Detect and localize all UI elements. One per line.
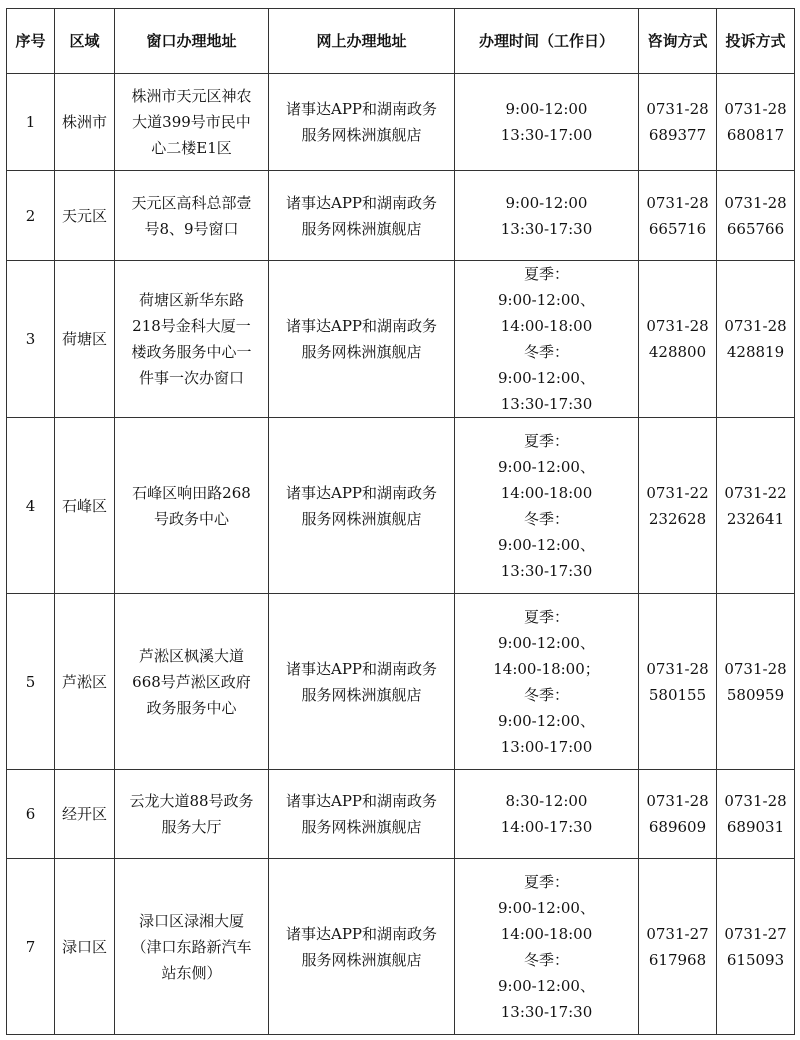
row-hours [455,594,639,770]
row-region: 株洲市 [55,74,115,171]
hours-line: 9:00-12:00 [505,193,588,212]
row-complaint-phone: 0731-28665766 [717,171,795,261]
row-complaint-phone: 0731-28428819 [717,261,795,418]
hours-line: 13:30-17:30 [500,1002,593,1021]
row-online-address: 诸事达APP和湖南政务服务网株洲旗舰店 [269,171,455,261]
row-index: 2 [7,171,55,261]
row-online-address: 诸事达APP和湖南政务服务网株洲旗舰店 [269,859,455,1035]
row-consult-phone: 0731-28689377 [639,74,717,171]
row-window-address: 渌口区渌湘大厦（津口东路新汽车站东侧） [115,859,269,1035]
row-hours [455,74,639,171]
hours-line: 9:00-12:00、 [498,976,595,995]
row-complaint-phone: 0731-27615093 [717,859,795,1035]
row-online-address: 诸事达APP和湖南政务服务网株洲旗舰店 [269,770,455,859]
header-window-address: 窗口办理地址 [115,9,269,74]
hours-line: 冬季： [523,685,569,704]
row-hours [455,261,639,418]
row-hours [455,418,639,594]
hours-line: 13:00-17:00 [500,737,593,756]
row-online-address: 诸事达APP和湖南政务服务网株洲旗舰店 [269,418,455,594]
hours-line: 9:00-12:00、 [498,291,595,309]
hours-line: 9:00-12:00、 [498,457,595,476]
hours-line: 9:00-12:00、 [498,898,595,917]
row-region: 天元区 [55,171,115,261]
hours-line: 9:00-12:00、 [498,711,595,730]
hours-line: 13:30-17:30 [500,395,593,413]
header-complaint: 投诉方式 [717,9,795,74]
row-index: 3 [7,261,55,418]
row-complaint-phone: 0731-28580959 [717,594,795,770]
row-online-address: 诸事达APP和湖南政务服务网株洲旗舰店 [269,261,455,418]
row-region: 石峰区 [55,418,115,594]
table-row [7,171,795,261]
hours-line: 冬季： [523,509,569,528]
row-region: 荷塘区 [55,261,115,418]
row-index: 6 [7,770,55,859]
row-region: 渌口区 [55,859,115,1035]
row-online-address: 诸事达APP和湖南政务服务网株洲旗舰店 [269,74,455,171]
row-consult-phone: 0731-28689609 [639,770,717,859]
hours-line: 8:30-12:00 [505,792,588,810]
table-row [7,859,795,1035]
row-window-address: 株洲市天元区神农大道399号市民中心二楼E1区 [115,74,269,171]
row-consult-phone: 0731-28580155 [639,594,717,770]
hours-line: 夏季： [523,265,569,283]
hours-line: 13:30-17:00 [500,126,593,144]
hours-line: 14:00-18:00 [500,924,593,943]
row-index: 5 [7,594,55,770]
row-window-address: 芦淞区枫溪大道668号芦淞区政府政务服务中心 [115,594,269,770]
row-complaint-phone: 0731-22232641 [717,418,795,594]
row-consult-phone: 0731-22232628 [639,418,717,594]
hours-line: 9:00-12:00、 [498,369,595,387]
hours-line: 9:00-12:00 [505,100,588,118]
row-complaint-phone: 0731-28689031 [717,770,795,859]
row-region: 经开区 [55,770,115,859]
row-consult-phone: 0731-28665716 [639,171,717,261]
hours-line: 夏季： [523,872,569,891]
header-index: 序号 [7,9,55,74]
row-region: 芦淞区 [55,594,115,770]
row-window-address: 云龙大道88号政务服务大厅 [115,770,269,859]
hours-line: 14:00-17:30 [500,818,593,836]
table-row [7,261,795,418]
row-window-address: 天元区高科总部壹号8、9号窗口 [115,171,269,261]
row-hours [455,859,639,1035]
header-row [7,9,795,74]
row-hours [455,171,639,261]
table-row [7,418,795,594]
row-consult-phone: 0731-27617968 [639,859,717,1035]
hours-line: 夏季： [523,607,569,626]
hours-line: 14:00-18:00 [500,317,593,335]
hours-line: 14:00-18:00； [493,659,600,678]
table-body [7,74,795,1035]
header-consult: 咨询方式 [639,9,717,74]
table-row [7,770,795,859]
row-index: 7 [7,859,55,1035]
hours-line: 13:30-17:30 [500,561,593,580]
row-index: 4 [7,418,55,594]
row-complaint-phone: 0731-28680817 [717,74,795,171]
row-window-address: 荷塘区新华东路218号金科大厦一楼政务服务中心一件事一次办窗口 [115,261,269,418]
hours-line: 9:00-12:00、 [498,633,595,652]
row-online-address: 诸事达APP和湖南政务服务网株洲旗舰店 [269,594,455,770]
table-row [7,74,795,171]
hours-line: 冬季： [523,950,569,969]
row-consult-phone: 0731-28428800 [639,261,717,418]
hours-line: 14:00-18:00 [500,483,593,502]
hours-line: 9:00-12:00、 [498,535,595,554]
hours-line: 13:30-17:30 [500,219,593,238]
header-online-address: 网上办理地址 [269,9,455,74]
row-index: 1 [7,74,55,171]
hours-line: 冬季： [523,343,569,361]
row-hours [455,770,639,859]
row-window-address: 石峰区响田路268号政务中心 [115,418,269,594]
service-table [6,8,795,1035]
table-row [7,594,795,770]
header-region: 区域 [55,9,115,74]
hours-line: 夏季： [523,431,569,450]
header-hours: 办理时间（工作日） [455,9,639,74]
